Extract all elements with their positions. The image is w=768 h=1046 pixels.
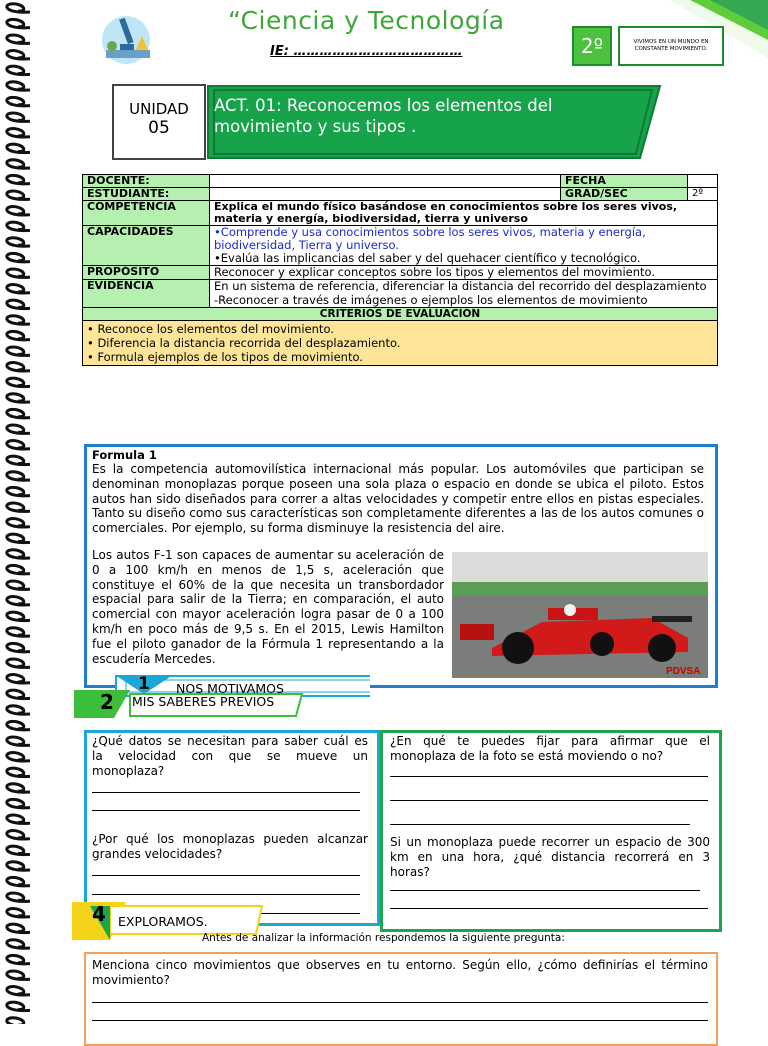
spiral-ring: [7, 51, 30, 59]
grade-badge: 2º: [572, 26, 612, 66]
capacidad-2: •Evalúa las implicancias del saber y del quehacer científico y tecnológico.: [214, 251, 641, 265]
spiral-ring: [7, 456, 30, 464]
spiral-ring: [7, 831, 30, 839]
spiral-ring: [7, 706, 30, 714]
spiral-ring: [7, 207, 30, 215]
spiral-ring: [7, 534, 30, 542]
answer-line[interactable]: [390, 824, 690, 825]
spiral-ring: [7, 316, 30, 324]
spiral-ring: [7, 987, 30, 995]
spiral-ring: [7, 519, 30, 527]
spiral-ring: [7, 612, 30, 620]
spiral-ring: [7, 737, 30, 745]
spiral-ring: [7, 940, 30, 948]
spiral-ring: [7, 721, 30, 729]
spiral-ring: [7, 581, 30, 589]
spiral-ring: [7, 331, 30, 339]
spiral-ring: [7, 550, 30, 558]
unit-box: [112, 84, 206, 160]
capacidades-label: CAPACIDADES: [83, 226, 210, 266]
spiral-ring: [7, 425, 30, 433]
section-1-label: NOS MOTIVAMOS: [176, 681, 284, 696]
formula1-paragraph-1: Es la competencia automovilística internacional más popular. Los automóviles que participan se denominan monoplazas porque poseen una sola plaza o espacio en donde se ubica el piloto. Estos autos han sido diseñados para correr a altas velocidades y competir entre ellos en pistas especiales. Tanto su diseño como sus características son completamente diferentes a las de los autos comunes o comerciales. Por ejemplo, su forma disminuye la resistencia del aire.: [92, 462, 704, 536]
fecha-field[interactable]: [688, 175, 718, 188]
question-4: Si un monoplaza puede recorrer un espacio de 300 km en una hora, ¿qué distancia recorrerá en 3 horas?: [390, 835, 710, 879]
docente-label: DOCENTE:: [83, 175, 210, 188]
unit-number: 05: [148, 118, 170, 138]
answer-line[interactable]: [390, 890, 700, 891]
evidencia-cell: [210, 280, 718, 308]
answer-line[interactable]: [390, 800, 708, 801]
activity-title: ACT. 01: Reconocemos los elementos del movimiento y sus tipos .: [214, 96, 553, 136]
gradsec-label: GRAD/SEC: [561, 188, 688, 201]
spiral-ring: [7, 877, 30, 885]
evidencia-1: En un sistema de referencia, diferenciar la distancia del recorrido del desplazamiento: [214, 279, 707, 293]
unit-label: UNIDAD: [129, 100, 189, 118]
photo-sponsor-text: PDVSA: [666, 666, 701, 677]
spiral-ring: [7, 160, 30, 168]
spiral-binding: [0, 0, 40, 1024]
spiral-ring: [7, 643, 30, 651]
page-title: “Ciencia y Tecnología: [228, 6, 505, 35]
spiral-ring: [7, 144, 30, 152]
spiral-ring: [7, 971, 30, 979]
spiral-ring: [7, 472, 30, 480]
spiral-ring: [7, 222, 30, 230]
spiral-ring: [7, 238, 30, 246]
spiral-ring: [7, 768, 30, 776]
answer-line[interactable]: [92, 1020, 708, 1021]
spiral-ring: [7, 628, 30, 636]
spiral-ring: [7, 191, 30, 199]
spiral-ring: [7, 799, 30, 807]
science-logo-icon: [96, 10, 160, 66]
spiral-ring: [7, 503, 30, 511]
spiral-ring: [7, 846, 30, 854]
spiral-ring: [7, 487, 30, 495]
info-table: [82, 174, 718, 366]
formula1-title: Formula 1: [92, 448, 157, 462]
estudiante-label: ESTUDIANTE:: [83, 188, 210, 201]
answer-line[interactable]: [92, 894, 360, 895]
motto-box: VIVIMOS EN UN MUNDO EN CONSTANTE MOVIMIENTO.: [618, 26, 724, 66]
spiral-ring: [7, 441, 30, 449]
spiral-ring: [7, 175, 30, 183]
criterios-header: CRITERIOS DE EVALUACIÓN: [83, 308, 718, 321]
spiral-ring: [7, 1018, 30, 1024]
capacidad-1: •Comprende y usa conocimientos sobre los seres vivos, materia y energía, biodiversidad, Tierra y universo.: [214, 225, 646, 252]
section-4-number: 4: [92, 902, 106, 926]
proposito-label: PROPÓSITO: [83, 266, 210, 280]
answer-line[interactable]: [92, 792, 360, 793]
formula1-paragraph-2: Los autos F-1 son capaces de aumentar su aceleración de 0 a 100 km/h en menos de 1,5 s, aceleración que constituye el 60% de la que necesita un transbordador espacial para salir de la Tierra; en comparación, el auto comercial con mayor aceleración logra pasar de 0 a 100 km/h en poco más de 9,5 s. En el 2015, Lewis Hamilton fue el piloto ganador de la Fórmula 1 representando a la escudería Mercedes.: [92, 548, 444, 666]
answer-line[interactable]: [92, 875, 360, 876]
answer-line[interactable]: [92, 810, 360, 811]
section-2-number: 2: [100, 690, 114, 714]
question-1: ¿Qué datos se necesitan para saber cuál es la velocidad con que se mueve un monoplaza?: [92, 734, 368, 778]
question-5: Menciona cinco movimientos que observes en tu entorno. Según ello, ¿cómo definirías el término movimiento?: [92, 958, 708, 987]
spiral-ring: [7, 97, 30, 105]
spiral-ring: [7, 35, 30, 43]
spiral-ring: [7, 113, 30, 121]
spiral-ring: [7, 409, 30, 417]
docente-field[interactable]: [210, 175, 561, 188]
spiral-ring: [7, 690, 30, 698]
spiral-ring: [7, 909, 30, 917]
spiral-ring: [7, 565, 30, 573]
spiral-ring: [7, 378, 30, 386]
answer-line[interactable]: [390, 776, 708, 777]
spiral-ring: [7, 394, 30, 402]
gradsec-value: 2º: [688, 188, 718, 201]
spiral-ring: [7, 815, 30, 823]
answer-line[interactable]: [92, 1002, 708, 1003]
spiral-ring: [7, 66, 30, 74]
section-1-number: 1: [138, 674, 150, 694]
spiral-ring: [7, 19, 30, 27]
criterio-item: • Formula ejemplos de los tipos de movimiento.: [87, 350, 363, 364]
spiral-ring: [7, 82, 30, 90]
spiral-ring: [7, 955, 30, 963]
spiral-ring: [7, 253, 30, 261]
spiral-ring: [7, 1002, 30, 1010]
spiral-ring: [7, 269, 30, 277]
competencia-text: Explica el mundo físico basándose en conocimientos sobre los seres vivos, materia y energía, biodiversidad, tierra y universo: [210, 201, 718, 226]
fecha-label: FECHA: [561, 175, 688, 188]
f1-car-photo: [452, 552, 708, 678]
criterio-item: • Reconoce los elementos del movimiento.: [87, 322, 334, 336]
school-field: IE: …………………………………: [270, 44, 463, 59]
spiral-ring: [7, 597, 30, 605]
question-3: ¿En qué te puedes fijar para afirmar que el monoplaza de la foto se está moviendo o no?: [390, 734, 710, 763]
criterio-item: • Diferencia la distancia recorrida del desplazamiento.: [87, 336, 401, 350]
competencia-label: COMPETENCIA: [83, 201, 210, 226]
criterios-list: [83, 321, 718, 366]
spiral-ring: [7, 4, 30, 12]
estudiante-field[interactable]: [210, 188, 561, 201]
spiral-ring: [7, 893, 30, 901]
explore-intro: Antes de analizar la información respondemos la siguiente pregunta:: [202, 932, 565, 944]
spiral-ring: [7, 300, 30, 308]
spiral-ring: [7, 129, 30, 137]
spiral-ring: [7, 924, 30, 932]
spiral-ring: [7, 753, 30, 761]
spiral-ring: [7, 675, 30, 683]
spiral-ring: [7, 784, 30, 792]
evidencia-label: EVIDENCIA: [83, 280, 210, 308]
answer-line[interactable]: [390, 908, 708, 909]
question-2: ¿Por qué los monoplazas pueden alcanzar grandes velocidades?: [92, 832, 368, 861]
spiral-ring: [7, 363, 30, 371]
section-4-label: EXPLORAMOS.: [118, 914, 208, 929]
evidencia-2: -Reconocer a través de imágenes o ejemplos los elementos de movimiento: [214, 292, 648, 307]
spiral-ring: [7, 659, 30, 667]
spiral-ring: [7, 285, 30, 293]
proposito-text: Reconocer y explicar conceptos sobre los tipos y elementos del movimiento.: [210, 266, 718, 280]
capacidades-cell: [210, 226, 718, 266]
spiral-ring: [7, 862, 30, 870]
spiral-ring: [7, 347, 30, 355]
section-2-label: MIS SABERES PREVIOS: [132, 694, 275, 709]
